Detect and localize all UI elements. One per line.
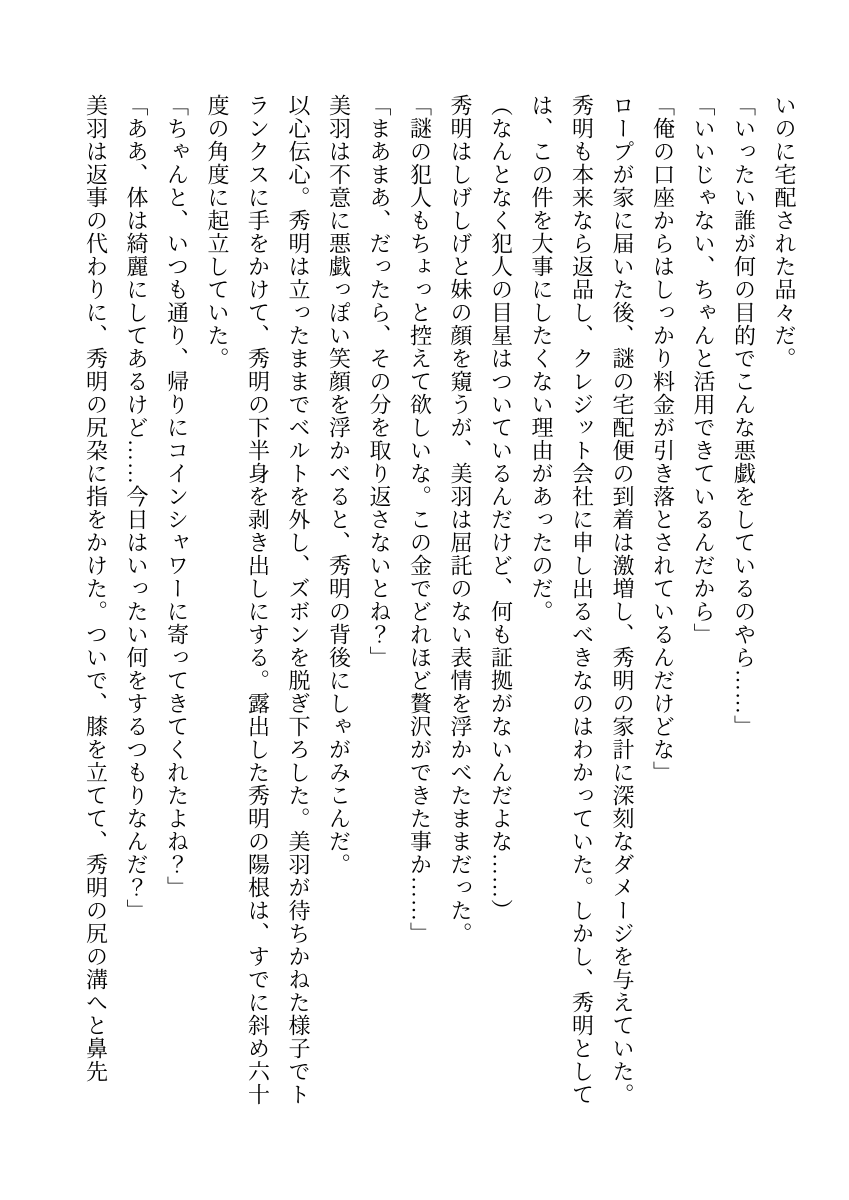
paragraph: いのに宅配された品々だ。: [772, 94, 797, 370]
paragraph: 「ちゃんと、いつも通り、帰りにコインシャワーに寄ってきてくれたよね？」: [164, 94, 190, 899]
paragraph: ロープが家に届いた後、謎の宅配便の到着は激増し、秀明の家計に深刻なダメージを与えていた。: [610, 94, 635, 1106]
paragraph: 「いいじゃない、ちゃんと活用できているんだから」: [691, 94, 716, 646]
paragraph: 「ああ、体は綺麗にしてあるけど……今日はいったい何をするつもりなんだ？」: [124, 94, 149, 922]
vertical-text-block: [64, 94, 804, 1106]
paragraph: 「まあまあ、だったら、その分を取り返さないとね？」: [367, 94, 392, 669]
paragraph: 秀明も本来なら返品し、クレジット会社に申し出るべきなのはわかっていた。しかし、秀明としては、この件を大事にしたくない理由があったのだ。: [529, 94, 595, 1106]
paragraph: （なんとなく犯人の目星はついているんだけど、何も証拠がないんだよな……）: [488, 94, 514, 922]
paragraph: 美羽は返事の代わりに、秀明の尻朶に指をかけた。ついで、膝を立てて、秀明の尻の溝へと鼻先: [83, 94, 109, 1083]
paragraph: 以心伝心。秀明は立ったままでベルトを外し、ズボンを脱ぎ下ろした。美羽が待ちかねた様子でトランクスに手をかけて、秀明の下半身を剥き出しにする。露出した秀明の陽根は、すでに斜め六十度の角度に起立していた。: [205, 94, 311, 1106]
paragraph: 美羽は不意に悪戯っぽい笑顔を浮かべると、秀明の背後にしゃがみこんだ。: [326, 94, 352, 876]
paragraph: 秀明はしげしげと妹の顔を窺うが、美羽は屈託のない表情を浮かべたままだった。: [448, 94, 473, 945]
paragraph: 「俺の口座からはしっかり料金が引き落とされているんだけどな」: [650, 94, 676, 784]
paragraph: 「謎の犯人もちょっと控えて欲しいな。この金でどれほど贅沢ができた事か……」: [407, 94, 433, 945]
paragraph: 「いったい誰が何の目的でこんな悪戯をしているのやら……」: [731, 94, 757, 738]
